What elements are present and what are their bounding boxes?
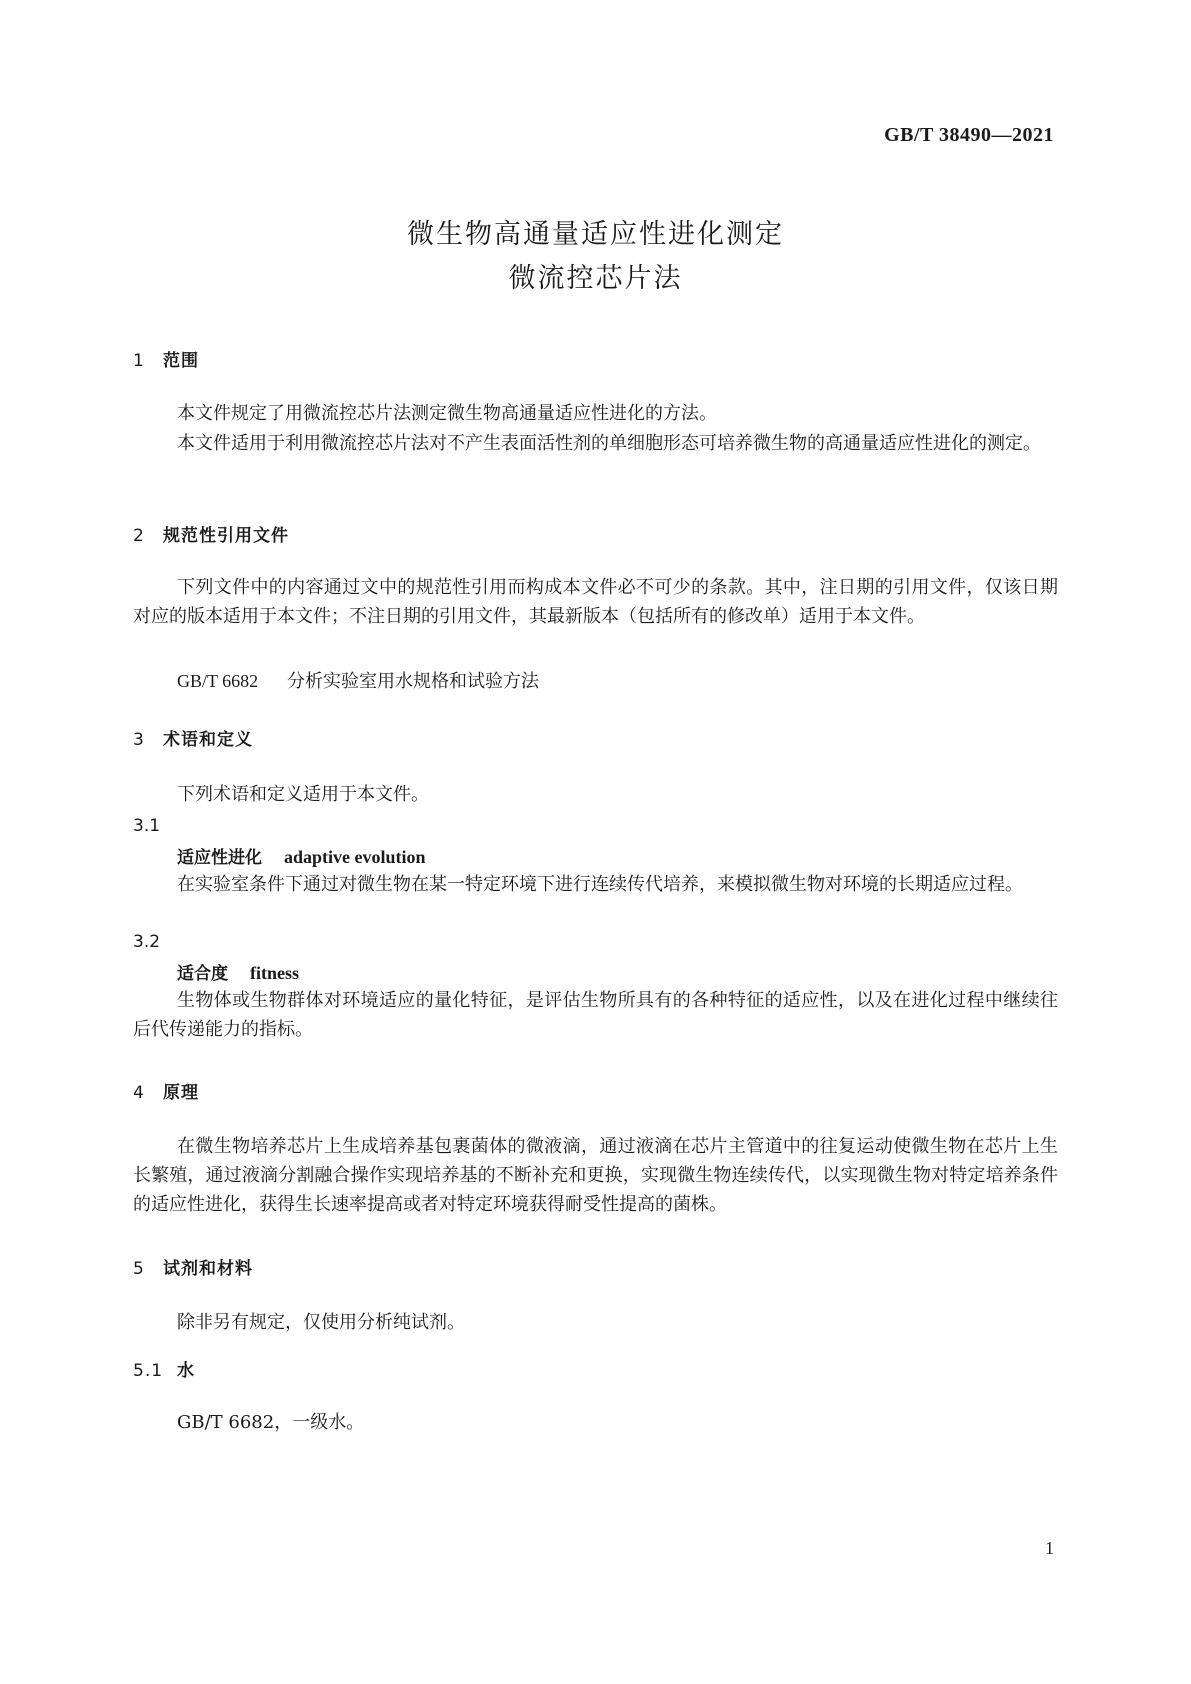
reference-code: GB/T 6682 bbox=[177, 671, 259, 691]
section-title: 试剂和材料 bbox=[163, 1259, 253, 1279]
standard-number: GB/T 38490—2021 bbox=[884, 124, 1054, 146]
section-number: 4 bbox=[133, 1083, 145, 1103]
section-1-paragraph-2: 本文件适用于利用微流控芯片法对不产生表面活性剂的单细胞形态可培养微生物的高通量适应性进化的测定。 bbox=[177, 433, 1041, 454]
section-number: 2 bbox=[133, 526, 145, 546]
section-1-heading bbox=[133, 346, 199, 371]
section-2-paragraph-1: 下列文件中的内容通过文中的规范性引用而构成本文件必不可少的条款。其中，注日期的引用文件，仅该日期对应的版本适用于本文件；不注日期的引用文件，其最新版本（包括所有的修改单）适用于本文件。 bbox=[133, 577, 1058, 627]
term-zh: 适合度 bbox=[177, 964, 228, 984]
subsection-5-1-heading bbox=[133, 1356, 195, 1381]
document-title-line2: 微流控芯片法 bbox=[508, 263, 683, 294]
term-3-1-definition: 在实验室条件下通过对微生物在某一特定环境下进行连续传代培养，来模拟微生物对环境的长期适应过程。 bbox=[177, 874, 1023, 895]
section-5-heading bbox=[133, 1254, 253, 1279]
term-en: adaptive evolution bbox=[284, 847, 426, 867]
term-number-3-2: 3.2 bbox=[133, 932, 161, 952]
section-number: 5 bbox=[133, 1259, 145, 1279]
term-zh: 适应性进化 bbox=[177, 848, 262, 868]
section-5-paragraph-1: 除非另有规定，仅使用分析纯试剂。 bbox=[177, 1312, 465, 1333]
term-number-3-1: 3.1 bbox=[133, 816, 161, 836]
section-4-paragraph-1: 在微生物培养芯片上生成培养基包裹菌体的微液滴，通过液滴在芯片主管道中的往复运动使微生物在芯片上生长繁殖，通过液滴分割融合操作实现培养基的不断补充和更换，实现微生物连续传代，以实现微生物对特定培养条件的适应性进化，获得生长速率提高或者对特定环境获得耐受性提高的菌株。 bbox=[133, 1136, 1058, 1215]
document-title-line1: 微生物高通量适应性进化测定 bbox=[407, 219, 784, 250]
section-title: 原理 bbox=[163, 1083, 199, 1103]
section-title: 规范性引用文件 bbox=[163, 526, 289, 546]
section-2-heading bbox=[133, 521, 289, 546]
subsection-5-1-paragraph: GB/T 6682，一级水。 bbox=[177, 1412, 365, 1433]
normative-reference bbox=[177, 667, 539, 693]
term-en: fitness bbox=[250, 963, 299, 983]
term-3-1 bbox=[177, 843, 426, 868]
section-1-paragraph-1: 本文件规定了用微流控芯片法测定微生物高通量适应性进化的方法。 bbox=[177, 403, 717, 424]
section-number: 1 bbox=[133, 351, 145, 371]
section-3-heading bbox=[133, 725, 253, 750]
term-3-2 bbox=[177, 959, 299, 984]
term-3-2-definition: 生物体或生物群体对环境适应的量化特征，是评估生物所具有的各种特征的适应性，以及在进化过程中继续往后代传递能力的指标。 bbox=[133, 990, 1058, 1040]
section-4-heading bbox=[133, 1078, 199, 1103]
section-3-paragraph-1: 下列术语和定义适用于本文件。 bbox=[177, 784, 429, 805]
reference-title: 分析实验室用水规格和试验方法 bbox=[287, 671, 539, 692]
section-title: 术语和定义 bbox=[163, 730, 253, 750]
subsection-number: 5.1 bbox=[133, 1361, 164, 1381]
page-number: 1 bbox=[1045, 1538, 1054, 1558]
section-number: 3 bbox=[133, 730, 145, 750]
subsection-title: 水 bbox=[177, 1361, 195, 1381]
section-title: 范围 bbox=[163, 351, 199, 371]
